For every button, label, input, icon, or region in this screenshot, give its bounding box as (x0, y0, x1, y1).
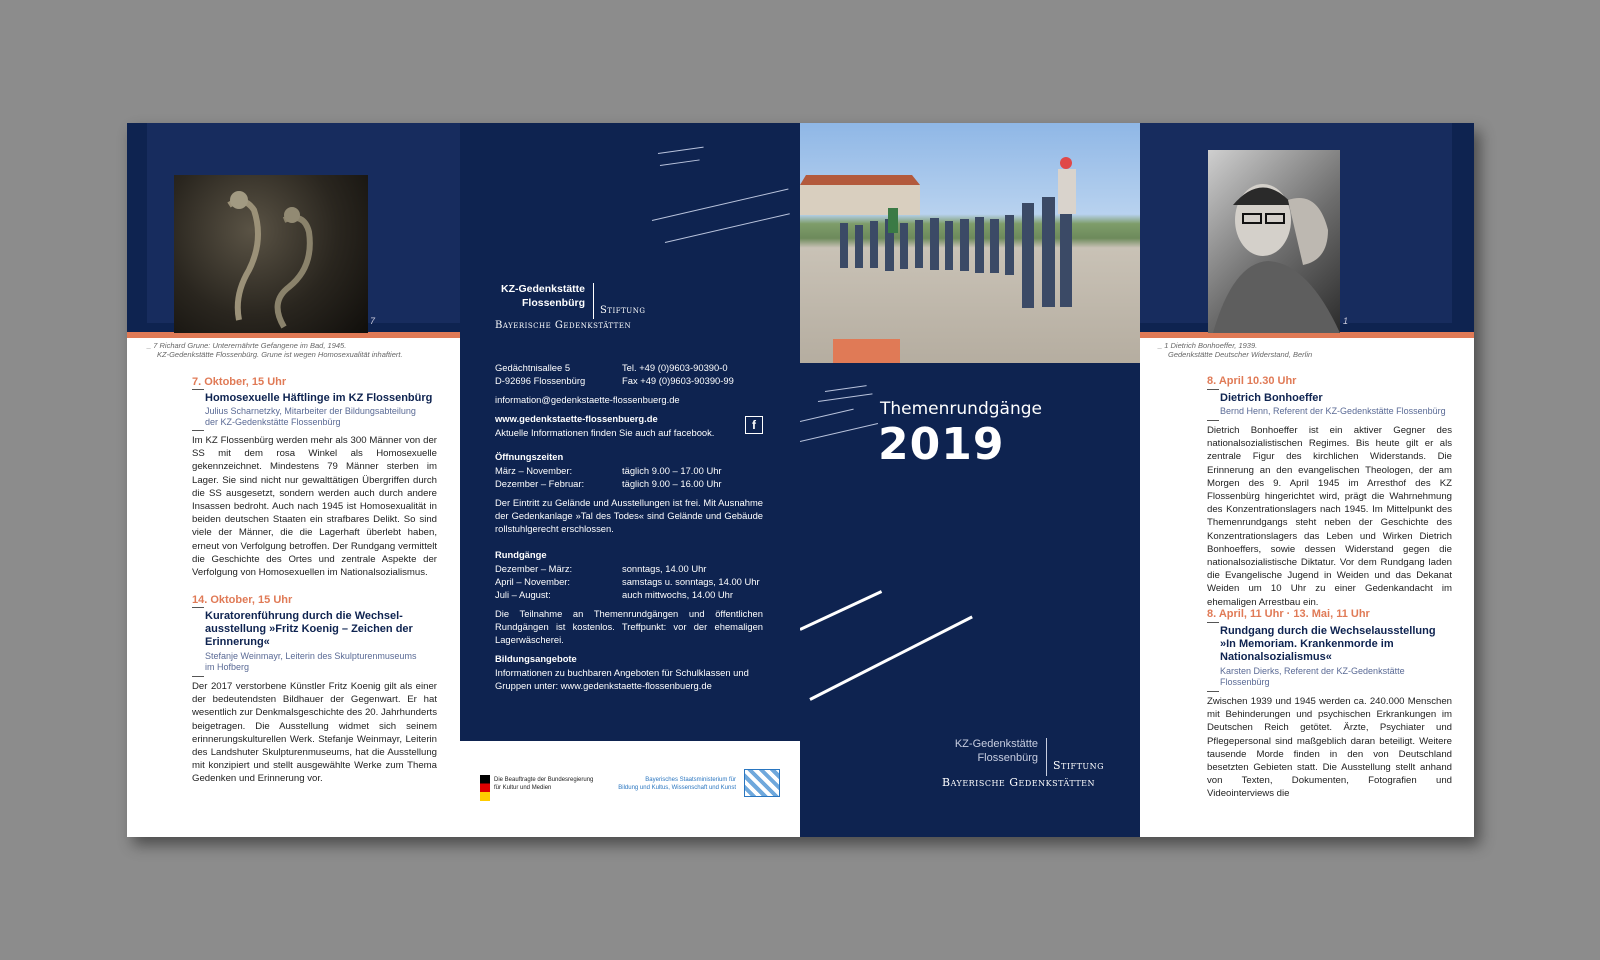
hours-heading: Öffnungszeiten (495, 451, 564, 462)
divider (1207, 389, 1219, 390)
phone: Tel. +49 (0)9603-90390-0 (622, 362, 728, 373)
hours-period: Dezember – Februar: (495, 478, 585, 489)
divider (192, 607, 204, 608)
event-speaker-line-2: Flossenbürg (1220, 677, 1270, 687)
deco-stripe (660, 159, 700, 166)
facebook-note: Aktuelle Informationen finden Sie auch auf facebook. (495, 427, 715, 438)
caption-line-1: _ 1 Dietrich Bonhoeffer, 1939. (1158, 341, 1258, 350)
event-date: 8. April, 11 Uhr · 13. Mai, 11 Uhr (1207, 608, 1370, 620)
orange-accent (833, 339, 900, 363)
hours-time: täglich 9.00 – 17.00 Uhr (622, 465, 722, 476)
logo-line-2: Flossenbürg (977, 752, 1038, 764)
divider (1207, 622, 1219, 623)
logo-bayerische: Bayerische Gedenkstätten (942, 776, 1095, 789)
logo-line-1: KZ-Gedenkstätte (500, 283, 585, 295)
tours-heading: Rundgänge (495, 549, 547, 560)
website: www.gedenkstaette-flossenbuerg.de (495, 413, 658, 424)
event-speaker-line-2: im Hofberg (205, 662, 250, 672)
event-description: Zwischen 1939 und 1945 werden ca. 240.000 Menschen mit Behinderungen und psychischen Erkrankungen im Deutschen Reich getötet. Ärzte, Psychiater und Pflegepersonal sind maßgeblich daran beteiligt. Weitere tausende Morde finden in den von Deutschland besetzten Gebieten statt. Die Ausstellung stellt anhand von Texten, Dokumenten, Fotografien und Videointerviews die (1207, 696, 1452, 800)
cover-heading: Themenrundgänge (880, 399, 1042, 419)
tours-period: April – November: (495, 576, 571, 587)
divider (1207, 691, 1219, 692)
figure-number: 7 (370, 316, 376, 326)
event-speaker-line-2: der KZ-Gedenkstätte Flossenbürg (205, 417, 341, 427)
caption-line-2: Gedenkstätte Deutscher Widerstand, Berlin (1168, 350, 1313, 359)
portrait-photo (1208, 150, 1340, 333)
figure-number: 1 (1343, 316, 1349, 326)
hours-period: März – November: (495, 465, 573, 476)
logo-stiftung: Stiftung (1053, 759, 1105, 772)
deco-stripe (809, 616, 973, 701)
event-speaker-line-1: Stefanje Weinmayr, Leiterin des Skulpturenmuseums (205, 651, 417, 661)
panel-cover (800, 123, 1140, 837)
deco-stripe (800, 423, 878, 442)
logo-bayerische: Bayerische Gedenkstätten (495, 320, 632, 331)
event-title-line-3: Erinnerung« (205, 636, 270, 648)
logo-divider (1046, 738, 1047, 776)
event-title-line-2: ausstellung »Fritz Koenig – Zeichen der (205, 623, 413, 635)
event-title: Homosexuelle Häftlinge im KZ Flossenbürg (205, 392, 433, 404)
logo-line-1: KZ-Gedenkstätte (954, 738, 1038, 750)
event-description: Dietrich Bonhoeffer ist ein aktiver Gegner des nationalsozialistischen Regimes. Bis heute gilt er als zentrale Figur des kirchlichen Widerstands. Die Erinnerung an den evangelischen Theologen, der am Morgen des 9. April 1945 im Arresthof des KZ Flossenbürg hingerichtet wird, prägt die Wahrnehmung des Konzentrationslagers nach 1945. Im Mittelpunkt des Themenrundgangs steht neben der Geschichte des Konzentrationslagers das Leben und Wirken Dietrich Bonhoeffers, sowie dessen Widerstand gegen die nationalsozialistische Diktatur. Vor dem Rundgang laden die Evangelische Jugend in Weiden und das Dekanat Weiden um 10 Uhr zu einer Gedenkandacht im ehemaligen Arrestbau ein. (1207, 425, 1452, 608)
education-note: Informationen zu buchbaren Angeboten für Schulklassen und Gruppen unter: www.gedenkstaette-flossenbuerg.de (495, 667, 749, 691)
event-description: Im KZ Flossenbürg werden mehr als 300 Männer von der SS mit dem rosa Winkel als Homosexuelle gekennzeichnet. Mindestens 79 Männer sterben im Lager. Sie sind nicht nur gewalttätigen Übergriffen durch die SS ausgesetzt, sondern werden auch durch andere Insassen bedroht. Auch nach 1945 ist Homosexualität in beiden deutschen Staaten ein strafbares Delikt. So sind viele der Männer, die die Lagerhaft überlebt haben, erneut von Verfolgung betroffen. Der Rundgang vermittelt die Geschichte des Ortes und zentrale Aspekte der Verfolgung von Homosexuellen im Nationalsozialismus. (192, 435, 437, 579)
hours-time: täglich 9.00 – 16.00 Uhr (622, 478, 722, 489)
caption-line-1: _ 7 Richard Grune: Unterernährte Gefangene im Bad, 1945. (147, 341, 347, 350)
email: information@gedenkstaette-flossenbuerg.de (495, 394, 680, 405)
tours-time: samstags u. sonntags, 14.00 Uhr (622, 576, 760, 587)
event-title: Dietrich Bonhoeffer (1220, 392, 1323, 404)
logo-stiftung: Stiftung (600, 305, 646, 316)
tours-period: Juli – August: (495, 589, 551, 600)
sponsor-1-line-1: Die Beauftragte der Bundesregierung (494, 777, 594, 783)
bavarian-crest-icon (744, 769, 780, 797)
panel-right (1140, 123, 1474, 837)
deco-stripe (665, 213, 790, 243)
tours-time: sonntags, 14.00 Uhr (622, 563, 707, 574)
sponsor-2-line-2: Bildung und Kultus, Wissenschaft und Kunst (618, 785, 736, 791)
divider (192, 430, 204, 431)
tours-note: Die Teilnahme an Themenrundgängen und öffentlichen Rundgängen ist kostenlos. Treffpunkt: vor der ehemaligen Lagerwäscherei. (495, 608, 763, 645)
entry-note: Der Eintritt zu Gelände und Ausstellungen ist frei. Mit Ausnahme der Gedenkanlage »Tal des Todes« sind Gelände und Gebäude rollstuhlgerecht erschlossen. (495, 497, 763, 534)
event-date: 8. April 10.30 Uhr (1207, 375, 1297, 387)
divider (192, 676, 204, 677)
logo-line-2: Flossenbürg (521, 297, 585, 309)
artwork-figures (174, 175, 368, 333)
event-speaker-line-1: Julius Scharnetzky, Mitarbeiter der Bildungsabteilung (205, 406, 416, 416)
event-speaker: Bernd Henn, Referent der KZ-Gedenkstätte Flossenbürg (1220, 406, 1446, 416)
sponsor-2-line-1: Bayerisches Staatsministerium für (645, 777, 736, 783)
deco-stripe (658, 147, 704, 155)
caption-line-2: KZ-Gedenkstätte Flossenbürg. Grune ist wegen Homosexualität inhaftiert. (157, 350, 403, 359)
cover-year: 2019 (878, 419, 1005, 470)
event-title-line-3: Nationalsozialismus« (1220, 651, 1332, 663)
sponsor-1-line-2: für Kultur und Medien (494, 785, 552, 791)
deco-stripe (800, 409, 854, 423)
portrait-figure (1208, 150, 1340, 333)
event-title-line-2: »In Memoriam. Krankenmorde im (1220, 638, 1394, 650)
tours-time: auch mittwochs, 14.00 Uhr (622, 589, 733, 600)
photo-scene (800, 123, 1140, 363)
sponsor-footer (460, 741, 800, 837)
education-heading: Bildungsangebote (495, 653, 577, 664)
address-line-2: D-92696 Flossenbürg (495, 375, 586, 386)
deco-stripe (818, 393, 873, 402)
divider (192, 389, 204, 390)
event-title-line-1: Rundgang durch die Wechselausstellung (1220, 625, 1436, 637)
event-speaker-line-1: Karsten Dierks, Referent der KZ-Gedenkstätte (1220, 666, 1405, 676)
panel-info (460, 123, 800, 837)
event-date: 7. Oktober, 15 Uhr (192, 376, 287, 388)
artwork-image (174, 175, 368, 333)
deco-stripe (800, 590, 882, 631)
address-line-1: Gedächtnisallee 5 (495, 362, 571, 373)
tours-period: Dezember – März: (495, 563, 573, 574)
event-description: Der 2017 verstorbene Künstler Fritz Koenig gilt als einer der bedeutendsten Bildhauer der Gegenwart. Er hat wesentlich zur Denkmalsgeschichte des 20. Jahrhunderts beigetragen. Die Ausstellung widmet sich seinem erinnerungskulturellen Werk. Stefanje Weinmayr, Leiterin des Landshuter Skulpturenmuseums, hat die Ausstellung mit konzipiert und stellt ausgewählte Werke zum Thema Gedenken und Erinnerung vor. (192, 681, 437, 785)
event-date: 14. Oktober, 15 Uhr (192, 594, 293, 606)
deco-stripe (825, 385, 867, 392)
event-title-line-1: Kuratorenführung durch die Wechsel- (205, 610, 403, 622)
deco-stripe (652, 189, 789, 222)
logo-divider (593, 283, 594, 319)
group-tour-photo (800, 123, 1140, 363)
divider (1207, 420, 1219, 421)
facebook-icon: f (745, 416, 763, 434)
fax: Fax +49 (0)9603-90390-99 (622, 375, 734, 386)
german-eagle-icon (480, 775, 490, 801)
panel-left (127, 123, 460, 837)
brochure (127, 123, 1474, 837)
